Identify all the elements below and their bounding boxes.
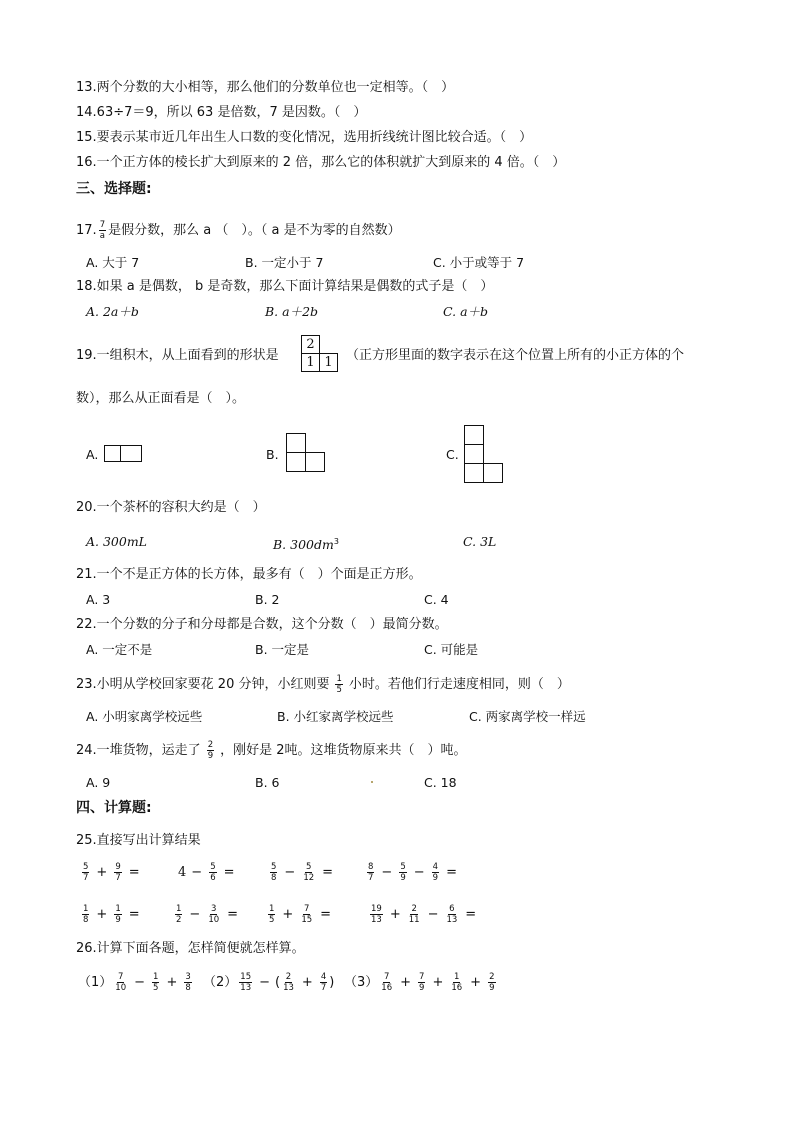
question-22: 22.一个分数的分子和分母都是合数，这个分数（ ）最简分数。 bbox=[76, 617, 448, 632]
question-text: 24.一堆货物，运走了 bbox=[76, 743, 201, 758]
question-23 bbox=[76, 674, 570, 695]
expr-7: $\frac{1}{5}$ + $\frac{7}{15}$ = bbox=[269, 904, 332, 925]
option-b[interactable]: B. 6 bbox=[255, 775, 280, 790]
option-a[interactable]: A. bbox=[86, 447, 99, 462]
option-a[interactable]: A. 大于 7 bbox=[86, 255, 140, 270]
expr-3: $\frac{5}{8}$ − $\frac{5}{12}$ = bbox=[271, 862, 334, 883]
superscript: 3 bbox=[333, 537, 339, 546]
grid-cell: 2 bbox=[301, 335, 320, 354]
option-c[interactable]: C. 18 bbox=[424, 775, 457, 790]
option-a[interactable]: A. 9 bbox=[86, 775, 111, 790]
stray-dot bbox=[371, 781, 373, 783]
option-b[interactable]: B. 一定是 bbox=[255, 642, 310, 657]
calc-3: （3） $\frac{7}{16}$ + $\frac{7}{9}$ + $\frac{1}{16}$ + $\frac{2}{9}$ bbox=[344, 972, 495, 993]
fraction: $\frac{1}{5}$ bbox=[336, 674, 342, 695]
question-13: 13.两个分数的大小相等，那么他们的分数单位也一定相等。（ ） bbox=[76, 80, 455, 95]
question-24 bbox=[76, 740, 467, 761]
option-c[interactable]: C. 小于或等于 7 bbox=[433, 255, 525, 270]
calc-2: （2） $\frac{15}{13}$ − ( $\frac{2}{13}$ + $\frac{4}{7}$ ) bbox=[203, 972, 335, 993]
calc-1: （1） $\frac{7}{10}$ − $\frac{1}{5}$ + $\frac{3}{8}$ bbox=[78, 972, 191, 993]
option-b[interactable]: B. $300dm^3$ bbox=[273, 537, 339, 553]
option-b[interactable]: B. 2 bbox=[255, 592, 280, 607]
option-c[interactable]: C. 可能是 bbox=[424, 642, 479, 657]
question-19-line1: 19.一组积木，从上面看到的形状是 bbox=[76, 348, 279, 363]
option-b[interactable]: B. a＋2b bbox=[265, 304, 319, 319]
question-15: 15.要表示某市近几年出生人口数的变化情况，选用折线统计图比较合适。（ ） bbox=[76, 130, 533, 145]
fraction: $\frac{7}{a}$ bbox=[99, 220, 106, 241]
option-b[interactable]: B. 小红家离学校远些 bbox=[277, 709, 394, 724]
question-19-line3: 数），那么从正面看是（ ）。 bbox=[76, 391, 246, 406]
question-text: 是假分数，那么 a （ ）。（ a 是不为零的自然数） bbox=[108, 223, 401, 238]
option-a[interactable]: A. 一定不是 bbox=[86, 642, 153, 657]
option-c[interactable]: C. a＋b bbox=[443, 304, 489, 319]
calc-label: （2） bbox=[203, 975, 238, 990]
option-a[interactable]: A. 3 bbox=[86, 592, 111, 607]
option-a[interactable]: A. 300mL bbox=[86, 534, 147, 549]
expr-6: $\frac{1}{2}$ − $\frac{3}{10}$ = bbox=[176, 904, 239, 925]
option-c[interactable]: C. 4 bbox=[424, 592, 449, 607]
question-21: 21.一个不是正方体的长方体，最多有（ ）个面是正方形。 bbox=[76, 567, 422, 582]
question-14: 14.63÷7＝9，所以 63 是倍数，7 是因数。（ ） bbox=[76, 105, 367, 120]
expr-2: 4 − $\frac{5}{6}$ = bbox=[178, 862, 235, 883]
question-text: ，刚好是 2吨。这堆货物原来共（ ）吨。 bbox=[220, 743, 467, 758]
question-16: 16.一个正方体的棱长扩大到原来的 2 倍，那么它的体积就扩大到原来的 4 倍。（ ） bbox=[76, 155, 566, 170]
expr-4: $\frac{8}{7}$ − $\frac{5}{9}$ − $\frac{4}{9}$ = bbox=[368, 862, 457, 883]
question-text: 23.小明从学校回家要花 20 分钟，小红则要 bbox=[76, 677, 330, 692]
option-c[interactable]: C. 两家离学校一样远 bbox=[469, 709, 586, 724]
expr-5: $\frac{1}{8}$ + $\frac{1}{9}$ = bbox=[83, 904, 140, 925]
calc-label: （3） bbox=[344, 975, 379, 990]
question-text: 小时。若他们行走速度相同，则（ ） bbox=[348, 677, 570, 692]
section-title-choice: 三、选择题: bbox=[76, 181, 152, 197]
option-b[interactable]: B. bbox=[266, 447, 279, 462]
option-c[interactable]: C. 3L bbox=[463, 534, 497, 549]
fraction: $\frac{2}{9}$ bbox=[207, 740, 214, 761]
grid-cell: 1 bbox=[301, 353, 320, 372]
question-19-line2: （正方形里面的数字表示在这个位置上所有的小正方体的个 bbox=[346, 348, 685, 363]
question-25: 25.直接写出计算结果 bbox=[76, 833, 201, 848]
question-18: 18.如果 a 是偶数， b 是奇数，那么下面计算结果是偶数的式子是（ ） bbox=[76, 279, 494, 294]
option-a[interactable]: A. 小明家离学校远些 bbox=[86, 709, 203, 724]
option-a[interactable]: A. 2a＋b bbox=[86, 304, 139, 319]
option-c[interactable]: C. bbox=[446, 447, 459, 462]
question-number: 17. bbox=[76, 223, 97, 238]
question-20: 20.一个茶杯的容积大约是（ ） bbox=[76, 500, 266, 515]
expr-8: $\frac{19}{13}$ + $\frac{2}{11}$ − $\frac{6}{13}$ = bbox=[371, 904, 477, 925]
section-title-calc: 四、计算题: bbox=[76, 800, 152, 816]
calc-label: （1） bbox=[78, 975, 113, 990]
grid-cell: 1 bbox=[319, 353, 338, 372]
question-17 bbox=[76, 220, 401, 241]
expr-1: $\frac{5}{7}$ + $\frac{9}{7}$ = bbox=[83, 862, 140, 883]
option-b[interactable]: B. 一定小于 7 bbox=[245, 255, 324, 270]
question-26: 26.计算下面各题，怎样简便就怎样算。 bbox=[76, 941, 305, 956]
